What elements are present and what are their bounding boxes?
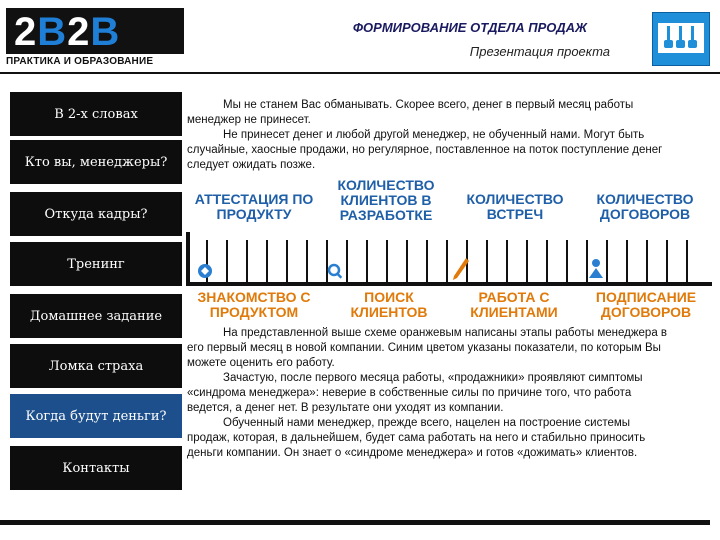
orange-stage-label: РАБОТА С КЛИЕНТАМИ [470, 289, 558, 320]
page-title: ФОРМИРОВАНИЕ ОТДЕЛА ПРОДАЖ [352, 20, 588, 35]
logo-mark: 2B2B [14, 10, 121, 54]
partner-logo-icon [652, 12, 710, 66]
blue-stage-label: КОЛИЧЕСТВО ВСТРЕЧ [466, 191, 564, 222]
timeline [186, 232, 712, 286]
sidebar-item-kto-vy[interactable]: Кто вы, менеджеры? [10, 140, 182, 184]
page-subtitle: Презентация проекта [469, 44, 610, 59]
sidebar-item-lomka-strakha[interactable]: Ломка страха [10, 344, 182, 388]
footer-divider [0, 520, 710, 525]
sidebar-item-trening[interactable]: Тренинг [10, 242, 182, 286]
sidebar-item-kogda-budut-dengi[interactable]: Когда будут деньги? [10, 394, 182, 438]
intro-text [187, 98, 667, 173]
sidebar-item-domashnee-zadanie[interactable]: Домашнее задание [10, 294, 182, 338]
pen-icon [452, 256, 470, 282]
logo-box [6, 8, 184, 54]
intro-paragraph-2: Не принесет денег и любой другой менеджер, не обученный нами. Могут быть случайные, хаосные продажи, но регулярное, поставленное на поток поступление денег следует ожидать позже. [187, 129, 663, 171]
explanation-text [187, 326, 667, 461]
product-icon [196, 262, 214, 280]
sidebar-item-kontakty[interactable]: Контакты [10, 446, 182, 490]
logo-subtitle: ПРАКТИКА И ОБРАЗОВАНИЕ [6, 56, 154, 67]
blue-stage-label: АТТЕСТАЦИЯ ПО ПРОДУКТУ [194, 191, 314, 222]
sidebar-item-otkuda-kadry[interactable]: Откуда кадры? [10, 192, 182, 236]
body-paragraph-2: Зачастую, после первого месяца работы, «продажники» проявляют симптомы «синдрома менеджера»: неверие в собственные силы по причине того, что работа ведется, а денег нет. В результате они уходят из компании. [187, 372, 643, 414]
blue-stage-label: КОЛИЧЕСТВО КЛИЕНТОВ В РАЗРАБОТКЕ [337, 177, 435, 223]
sales-stages-diagram [186, 176, 712, 326]
blue-stage-label: КОЛИЧЕСТВО ДОГОВОРОВ [596, 191, 694, 222]
orange-stage-label: ПОДПИСАНИЕ ДОГОВОРОВ [595, 289, 697, 320]
body-paragraph-1: На представленной выше схеме оранжевым написаны этапы работы менеджера в его первый месяц в новой компании. Синим цветом указаны показатели, по которым Вы можете оценить его работу. [187, 327, 668, 369]
orange-stage-label: ПОИСК КЛИЕНТОВ [350, 289, 428, 320]
search-icon [326, 262, 344, 280]
logo [6, 8, 184, 70]
intro-paragraph-1: Мы не станем Вас обманывать. Скорее всего, денег в первый месяц работы менеджер не принесет. [187, 99, 634, 126]
body-paragraph-3: Обученный нами менеджер, прежде всего, нацелен на построение системы продаж, которая, в дальнейшем, будет сама работать на него и стабильно приносить деньги компании. Он знает о «синдроме менеджера» и готов «дожимать» клиентов. [187, 417, 646, 459]
sidebar-item-v-2-slovakh[interactable]: В 2-х словах [10, 92, 182, 136]
header-divider [0, 72, 720, 74]
shovels-icon [653, 13, 709, 65]
orange-stage-label: ЗНАКОМСТВО С ПРОДУКТОМ [197, 289, 311, 320]
handshake-icon [586, 258, 606, 280]
